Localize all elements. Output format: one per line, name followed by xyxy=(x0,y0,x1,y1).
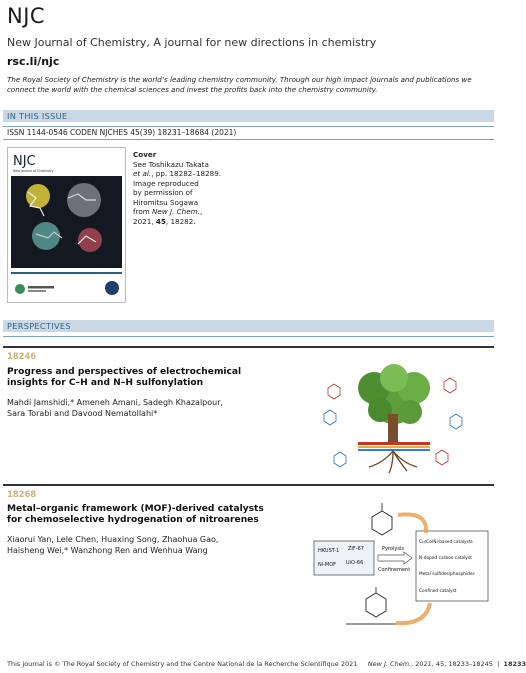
catalyst-3: Metal sulfides/phosphides xyxy=(419,572,475,577)
catalyst-4: Confined catalyst xyxy=(419,589,457,594)
article-1-graphic xyxy=(318,358,468,482)
cover-pages[interactable]: , pp. 18282–18289. xyxy=(151,169,222,178)
cover-journal: New J. Chem. xyxy=(152,207,200,216)
article-2-title-line-1: Metal–organic framework (MOF)-derived catalysts xyxy=(7,504,264,514)
cover-etal: et al. xyxy=(133,169,152,178)
aniline-ring-bottom xyxy=(366,593,386,617)
cover-line-1: See Toshikazu Takata xyxy=(133,159,209,169)
cover-line-2 xyxy=(133,169,273,179)
rsc-blurb: The Royal Society of Chemistry is the world’s leading chemistry community. Through our high impact journals and publications we connect the world with the chemical sciences and invest the profits back into the chemistry community. xyxy=(7,75,472,94)
cover-year: 2021, xyxy=(133,216,156,226)
cover-line-7 xyxy=(133,217,273,227)
cover-subtitle: New Journal of Chemistry xyxy=(13,169,54,173)
cover-artwork xyxy=(8,148,125,302)
footer-journal: New J. Chem. xyxy=(367,660,412,668)
arrow-label-confinement: Confinement xyxy=(378,567,411,573)
article-1-authors xyxy=(7,398,297,419)
article-2-graphic xyxy=(310,495,492,635)
cover-image xyxy=(7,147,126,303)
process-arrow xyxy=(378,552,412,564)
cover-caption xyxy=(133,150,273,226)
footer-page-number: 18233 xyxy=(503,660,526,668)
article-2-title[interactable] xyxy=(7,504,287,526)
cover-comma: , xyxy=(199,207,203,216)
cover-page: , 18282. xyxy=(165,216,196,226)
curved-arrow-bottom xyxy=(396,603,430,623)
mof-label-nimof: Ni-MOF xyxy=(318,562,337,568)
mof-label-uio: UiO-66 xyxy=(346,560,364,566)
page-footer: This journal is © The Royal Society of Chemistry and the Centre National de la Recherche Scientifique 2021 New J. Chem., 2021, 45, 18233–18245 | 18233 xyxy=(7,660,526,668)
catalyst-1: Cu/Co/Ni-based catalysts xyxy=(419,540,473,545)
journal-url-link[interactable]: rsc.li/njc xyxy=(7,55,60,68)
cover-line-5: Hiromitsu Sogawa xyxy=(133,197,199,207)
issue-rule-bottom xyxy=(3,139,494,140)
in-this-issue-label: IN THIS ISSUE xyxy=(7,111,68,121)
in-this-issue-bar xyxy=(3,110,494,122)
article-2-title-line-2: for chemoselective hydrogenation of nitroarenes xyxy=(7,515,259,525)
footer-copyright: This journal is © The Royal Society of Chemistry and the Centre National de la Recherche Scientifique 2021 xyxy=(7,660,358,668)
article-2-authors-line-2: Haisheng Wei,* Wanzhong Ren and Wenhua Wang xyxy=(7,545,208,555)
journal-abbrev: NJC xyxy=(7,4,46,28)
mof-label-hkust: HKUST-1 xyxy=(318,548,340,554)
article-1-authors-line-2: Sara Torabi and Davood Nematollahi* xyxy=(7,408,158,418)
article-divider-1 xyxy=(3,346,494,348)
cover-volume: 45 xyxy=(155,216,166,226)
issn-line: ISSN 1144-0546 CODEN NJCHES 45(39) 18231–18684 (2021) xyxy=(7,128,237,137)
article-1-title[interactable] xyxy=(7,367,287,389)
catalyst-2: N-doped carbon catalyst xyxy=(419,556,472,561)
article-divider-2 xyxy=(3,484,494,486)
mof-label-zif: ZIF-67 xyxy=(348,546,364,552)
article-1-title-line-2: insights for C–H and N–H sulfonylation xyxy=(7,378,204,388)
curved-arrow-top xyxy=(398,514,426,533)
mof-box xyxy=(314,541,374,575)
footer-citation: , 2021, 45, 18233–18245 xyxy=(411,660,493,668)
article-1-title-line-1: Progress and perspectives of electrochemical xyxy=(7,367,242,377)
article-2-authors xyxy=(7,535,297,556)
cover-line-6 xyxy=(133,207,273,217)
journal-full-title: New Journal of Chemistry, A journal for new directions in chemistry xyxy=(7,36,377,49)
cover-heading: Cover xyxy=(133,150,157,159)
nitroarene-ring-top xyxy=(372,511,392,535)
arrow-label-pyrolysis: Pyrolysis xyxy=(382,546,404,552)
cover-line-3: Image reproduced xyxy=(133,178,199,188)
article-2-number[interactable]: 18268 xyxy=(7,489,37,499)
cover-from: from xyxy=(133,207,153,216)
issue-rule-top xyxy=(3,126,494,127)
perspectives-label: PERSPECTIVES xyxy=(7,321,71,331)
perspectives-rule xyxy=(3,336,494,337)
article-1-number[interactable]: 18246 xyxy=(7,351,37,361)
article-1-authors-line-1: Mahdi Jamshidi,* Ameneh Amani, Sadegh Khazalpour, xyxy=(7,398,224,407)
perspectives-bar xyxy=(3,320,494,332)
cover-line-4: by permission of xyxy=(133,188,193,197)
article-2-authors-line-1: Xiaorui Yan, Lele Chen, Huaxing Song, Zhaohua Gao, xyxy=(7,535,219,544)
cover-logo: NJC xyxy=(13,154,36,169)
